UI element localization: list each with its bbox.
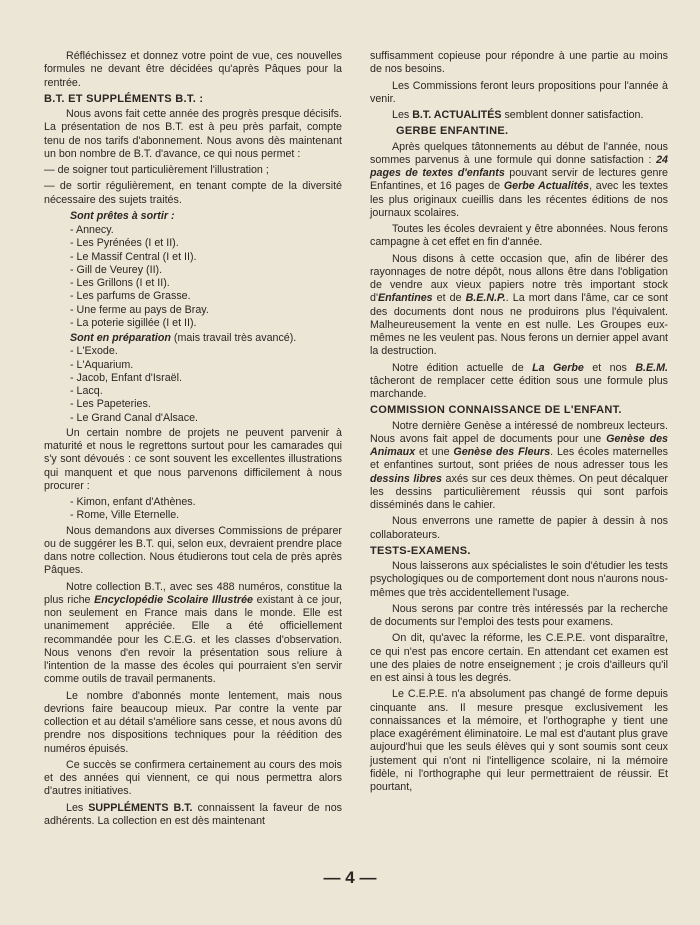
text: , avec les textes les plus originaux cueillis dans les récentes éditions de nos journaux scolaires. xyxy=(370,180,668,219)
paragraph: Les Commissions feront leurs propositions pour l'année à venir. xyxy=(370,79,668,105)
list-item: - Kimon, enfant d'Athènes. xyxy=(70,496,342,509)
text: . Les écoles maternelles et enfantines surtout, sont priées de nous adresser tous les xyxy=(370,446,669,472)
preparation-list xyxy=(44,345,342,425)
text: et une xyxy=(415,446,454,458)
emphasis: dessins libres xyxy=(370,472,442,485)
paragraph: Toutes les écoles devraient y être abonnées. Nous ferons campagne à cet effet en fin d'année. xyxy=(370,223,668,249)
text: existant à ce jour, non seulement en France mais dans le monde. Elle est unanimement appréciée. Elle a été officiellement recommandée pour les C.E.G. et les classes d'observation. Nous venons d'en revoir la présentation sous reliure à l'intention de la masse des écoles qui pourraient s'en servir comme outils de travail permanents. xyxy=(44,593,342,686)
prep-label: Sont en préparation xyxy=(70,332,171,344)
paragraph: Le C.E.P.E. n'a absolument pas changé de forme depuis cinquante ans. Il mesure presque exclusivement les connaissances et la mémoire, et l'orthographe y tient une place exagérément éliminatoire. Le mal est d'autant plus grave aujourd'hui que les seuls élèves qui y sont soumis sont ceux justement qui n'ont ni l'intelligence scolaire, ni la mémoire fidèle, ni l'orthographe qui leur permettraient de réussir. Et pourtant, xyxy=(370,688,668,793)
list-item: - L'Exode. xyxy=(70,345,342,358)
text: . La mort dans l'âme, car ce sont des documents dont nous ne produirons plus l'équivalent. Malheureusement la vente en est nulle. Les Groupes eux-mêmes ne les veulent pas. Nous ferons un dernier appel avant la destruction. xyxy=(370,292,668,358)
list-item: - Les parfums de Grasse. xyxy=(70,290,342,303)
page-number: — 4 — xyxy=(323,868,377,887)
paragraph: Nous laisserons aux spécialistes le soin d'étudier les tests psychologiques ou de comportement dont nous n'aurons nous-mêmes que très accidentellement l'usage. xyxy=(370,560,668,599)
list-item: - Les Pyrénées (I et II). xyxy=(70,237,342,250)
text: axés sur ces deux thèmes. On peut décalquer les dessins particulièrement réussis qui sont parfois disséminés dans le cahier. xyxy=(370,472,668,511)
left-column xyxy=(44,50,342,831)
emphasis: Encyclopédie Scolaire Illustrée xyxy=(94,593,253,606)
emphasis: Enfantines xyxy=(377,292,433,305)
paragraph: suffisamment copieuse pour répondre à une partie au moins de nos besoins. xyxy=(370,50,668,76)
heading-tests: TESTS-EXAMENS. xyxy=(370,544,471,557)
emphasis: B.E.N.P. xyxy=(465,292,506,305)
list-item: - Le Massif Central (I et II). xyxy=(70,251,342,264)
text: tâcheront de remplacer cette édition sous une formule plus marchande. xyxy=(370,374,668,400)
paragraph xyxy=(370,420,668,513)
heading-bt-supplements: B.T. ET SUPPLÉMENTS B.T. : xyxy=(44,92,204,105)
emphasis: Genèse des Fleurs xyxy=(453,446,551,458)
text: et nos xyxy=(583,361,636,374)
text: Les xyxy=(66,801,89,814)
emphasis: 24 pages de textes d'enfants xyxy=(370,153,668,179)
paragraph xyxy=(370,109,668,122)
text: Notre collection B.T., avec ses 488 numéros, constitue la plus riche xyxy=(44,580,342,606)
extra-list xyxy=(44,496,342,523)
text: et de xyxy=(432,292,466,305)
list-item: - Les Grillons (I et II). xyxy=(70,277,342,290)
paragraph: On dit, qu'avec la réforme, les C.E.P.E. vont disparaître, ce qui n'est pas encore certain. En attendant cet examen est une des plaies de notre enseignement ; je crois d'ailleurs qu'il en est ainsi à tous les degrés. xyxy=(370,632,668,684)
prep-note: (mais travail très avancé). xyxy=(170,332,297,344)
list-item: - Les Papeteries. xyxy=(70,398,342,411)
text: semblent donner satisfaction. xyxy=(501,109,644,121)
dash-item: — de soigner tout particulièrement l'illustration ; xyxy=(44,164,269,176)
paragraph xyxy=(370,253,668,359)
heading-gerbe: GERBE ENFANTINE. xyxy=(396,125,509,138)
ready-list xyxy=(44,224,342,330)
text: Après quelques tâtonnements au début de l'année, nous sommes parvenus à une formule qui donne satisfaction : xyxy=(370,140,668,166)
paragraph xyxy=(370,362,668,402)
paragraph: Nous demandons aux diverses Commissions de préparer ou de suggérer les B.T. qui, selon eux, devraient prendre place dans notre collection. Nous étudierons tout cela de près après Pâques. xyxy=(44,524,342,577)
paragraph: Nous avons fait cette année des progrès presque décisifs. La présentation de nos B.T. est à peu près parfait, compte tenu de nos tarifs d'abonnement. Nous avons dès maintenant un bon nombre de B.T. d'avance, ce qui nous permet : xyxy=(44,108,342,160)
text: connaissent la faveur de nos adhérents. La collection en est dès maintenant xyxy=(44,801,343,827)
paragraph: Le nombre d'abonnés monte lentement, mais nous devrions faire beaucoup mieux. Par contre la vente par collection et au détail s'améliore sans cesse, et nous avons dû prendre nos dispositions techniques pour la réédition des numéros épuisés. xyxy=(44,689,342,755)
text: Notre dernière Genèse a intéressé de nombreux lecteurs. Nous avons fait appel de documents pour une xyxy=(370,419,668,445)
emphasis: Gerbe Actualités xyxy=(503,180,590,193)
paragraph: Nous enverrons une ramette de papier à dessin à nos collaborateurs. xyxy=(370,515,668,541)
list-item: - Annecy. xyxy=(70,224,342,237)
list-item: - Gill de Veurey (II). xyxy=(70,264,342,277)
text: pouvant servir de lectures genre Enfantines, et 16 pages de xyxy=(370,167,668,193)
text: Notre édition actuelle de xyxy=(392,361,533,374)
emphasis: Genèse des Animaux xyxy=(370,432,668,458)
heading-commission: COMMISSION CONNAISSANCE DE L'ENFANT. xyxy=(370,404,622,417)
paragraph: Ce succès se confirmera certainement au cours des mois et des années qui viennent, ce qui nous permettra alors d'autres initiatives. xyxy=(44,758,342,798)
paragraph xyxy=(44,802,342,829)
text: Nous disons à cette occasion que, afin de libérer des rayonnages de notre dépôt, nous allons être dans l'obligation de vendre aux vieux papiers notre très important stock d' xyxy=(370,252,668,305)
list-item: - Rome, Ville Eternelle. xyxy=(70,509,342,522)
paragraph: Un certain nombre de projets ne peuvent parvenir à maturité et nous le regrettons surtout pour les camarades qui s'y sont dévoués : ce sont souvent les excellentes illustrations qui manquent et que nous parvenons difficilement à nous procurer : xyxy=(44,426,342,492)
dash-item: — de sortir régulièrement, en tenant compte de la diversité nécessaire des sujets traités. xyxy=(44,180,342,206)
list-item: - Jacob, Enfant d'Israël. xyxy=(70,372,342,385)
right-column xyxy=(370,50,668,797)
list-item: - La poterie sigillée (I et II). xyxy=(70,317,342,330)
paragraph: Nous serons par contre très intéressés par la recherche de documents sur l'emploi des tests pour examens. xyxy=(370,602,668,628)
emphasis: SUPPLÉMENTS B.T. xyxy=(88,801,193,814)
list-item: - L'Aquarium. xyxy=(70,359,342,372)
list-label-ready: Sont prêtes à sortir : xyxy=(70,209,175,222)
emphasis: La Gerbe xyxy=(532,361,584,374)
list-item: - Lacq. xyxy=(70,385,342,398)
text: Les xyxy=(392,109,413,121)
paragraph xyxy=(44,581,342,687)
list-label-preparation xyxy=(70,332,342,345)
emphasis: B.T. ACTUALITÉS xyxy=(412,109,502,121)
list-item: - Une ferme au pays de Bray. xyxy=(70,304,342,317)
intro-paragraph: Réfléchissez et donnez votre point de vue, ces nouvelles formules ne devant être décidées qu'après Pâques pour la rentrée. xyxy=(44,50,342,89)
list-item: - Le Grand Canal d'Alsace. xyxy=(70,412,342,425)
paragraph xyxy=(370,141,668,221)
emphasis: B.E.M. xyxy=(635,361,668,374)
